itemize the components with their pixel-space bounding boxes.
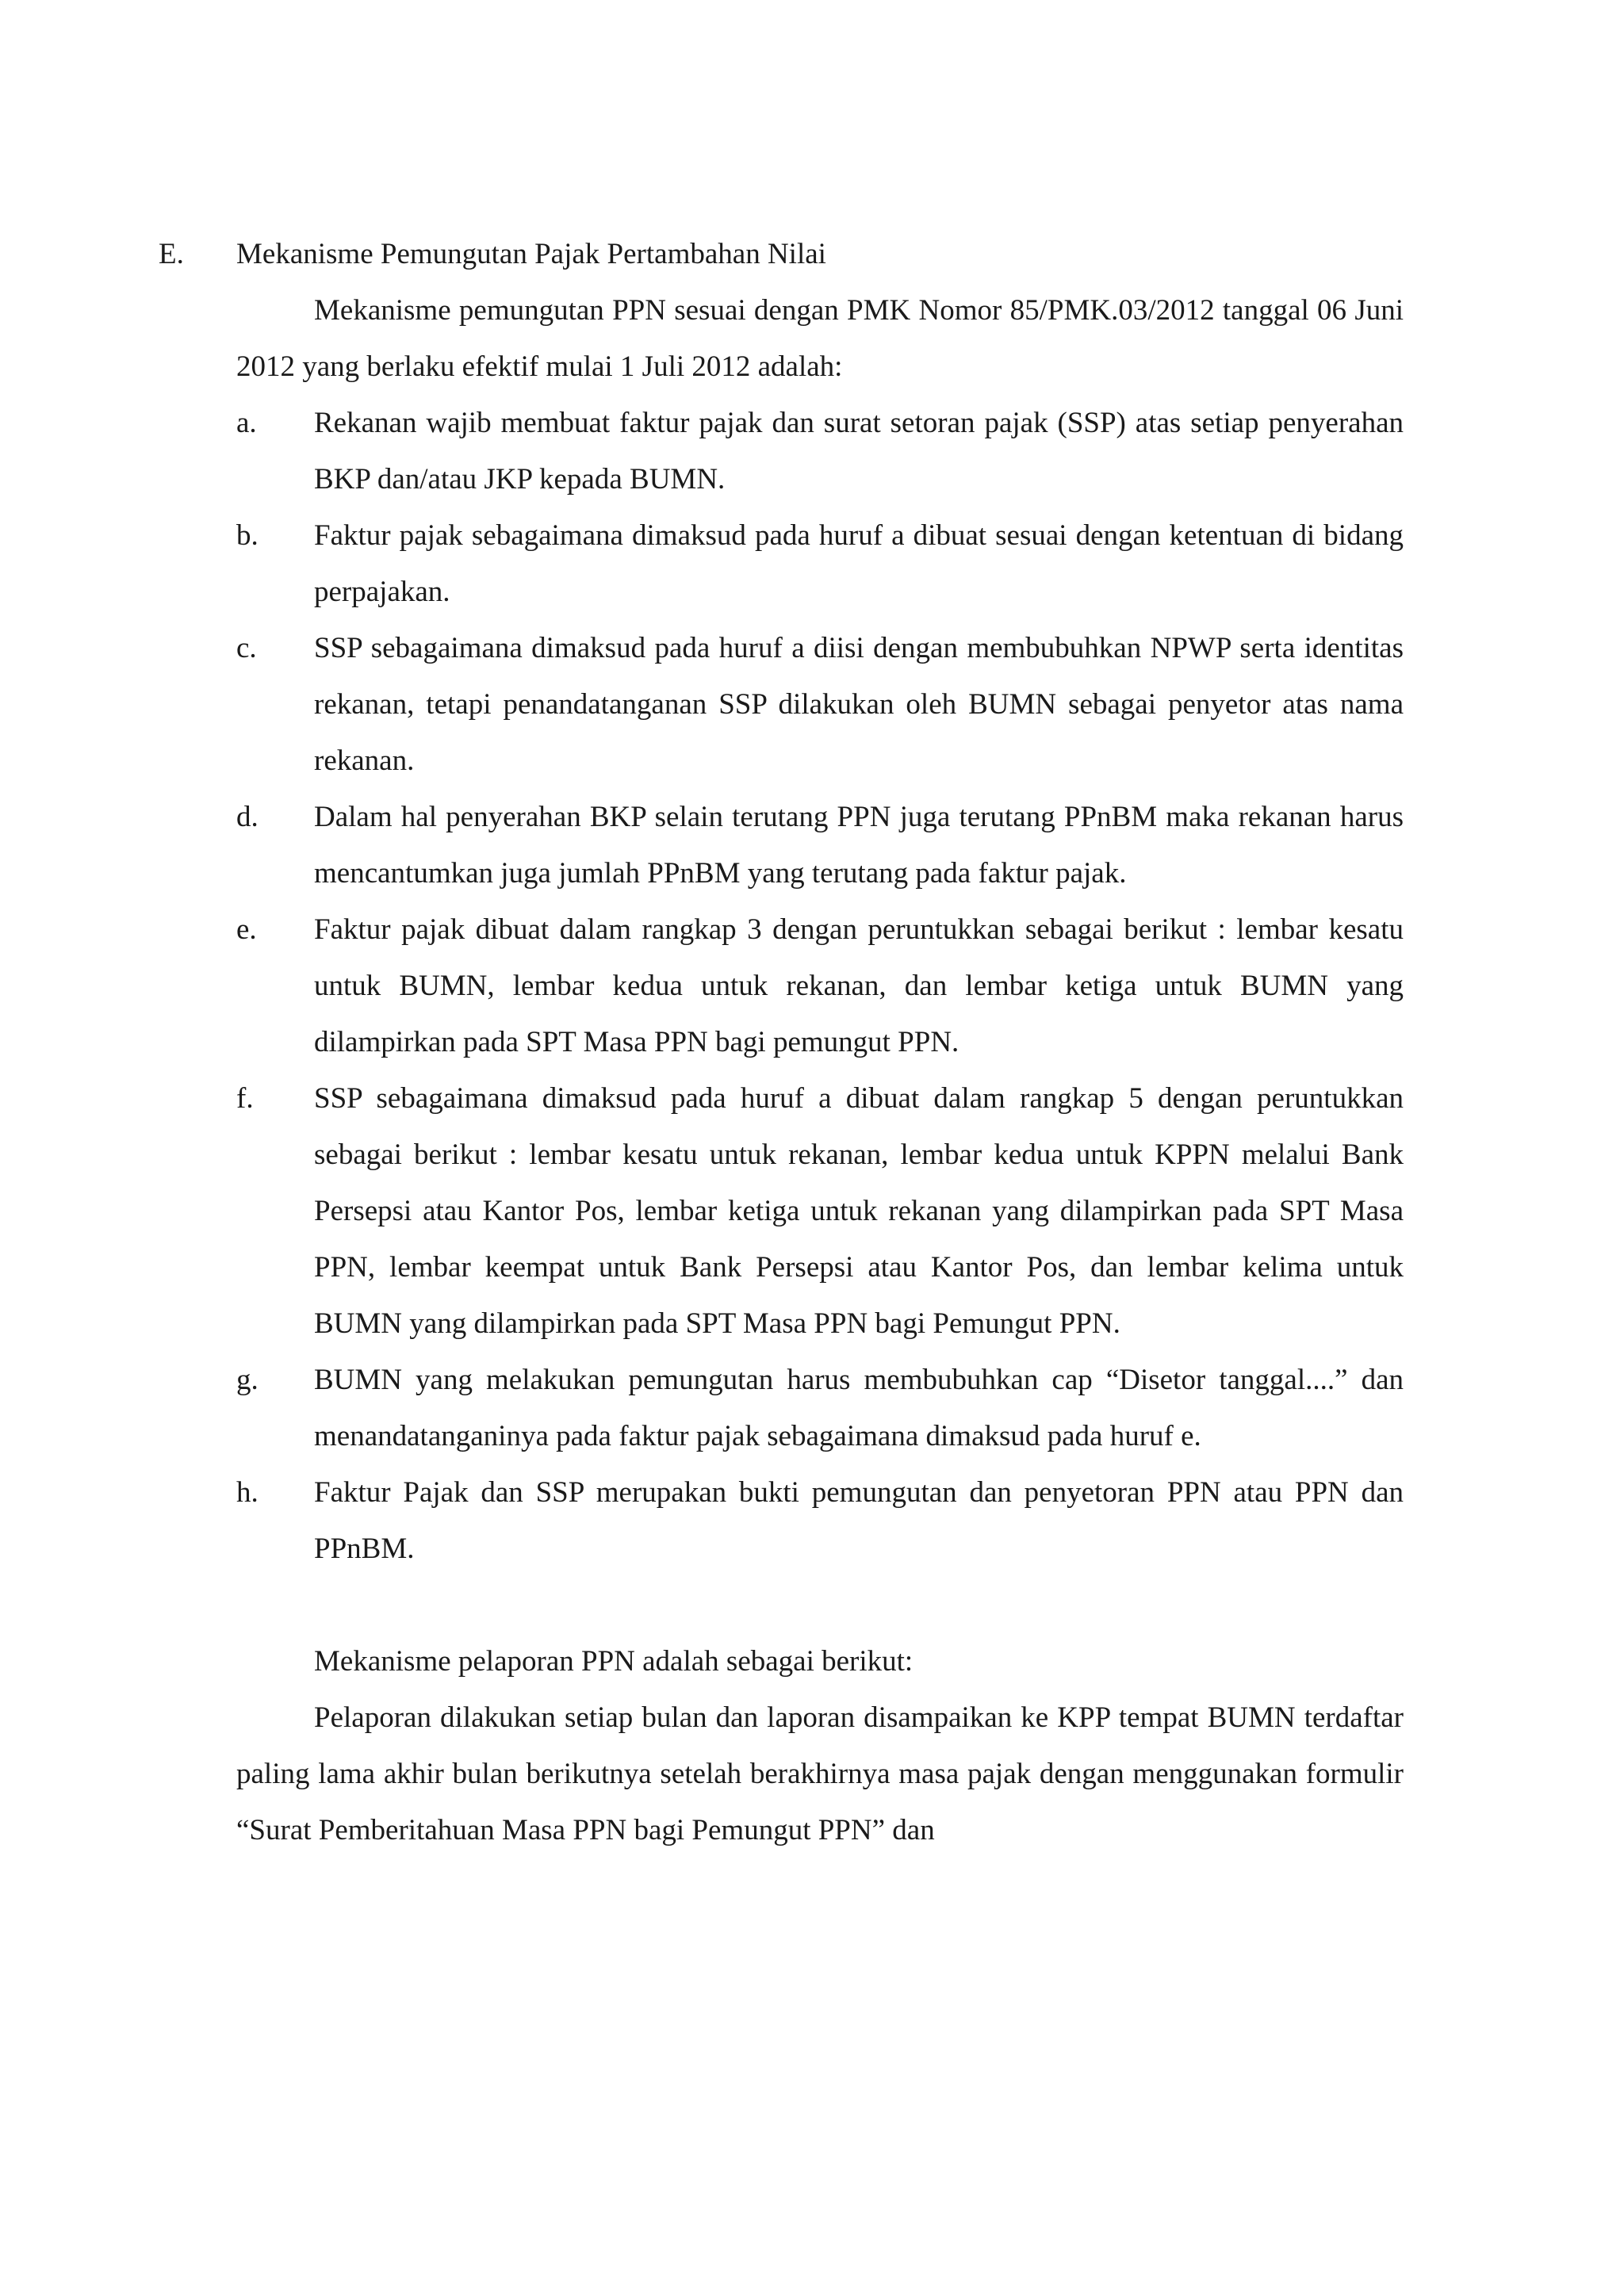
list-item-text: Faktur pajak dibuat dalam rangkap 3 dengan peruntukkan sebagai berikut : lembar kesatu untuk BUMN, lembar kedua untuk rekanan, dan lembar ketiga untuk BUMN yang dilampirkan pada SPT Masa PPN bagi pemungut PPN. xyxy=(314,913,1404,1058)
list-item-text: Faktur Pajak dan SSP merupakan bukti pemungutan dan penyetoran PPN atau PPN dan PPnBM. xyxy=(314,1476,1404,1565)
list-item-g xyxy=(236,1352,1404,1464)
section-letter: E. xyxy=(159,238,184,270)
reporting-paragraph: Pelaporan dilakukan setiap bulan dan laporan disampaikan ke KPP tempat BUMN terdaftar paling lama akhir bulan berikutnya setelah berakhirnya masa pajak dengan menggunakan formulir “Surat Pemberitahuan Masa PPN bagi Pemungut PPN” dan xyxy=(236,1701,1404,1846)
list-item-text: Rekanan wajib membuat faktur pajak dan surat setoran pajak (SSP) atas setiap penyerahan BKP dan/atau JKP kepada BUMN. xyxy=(314,407,1404,496)
list-item-letter: b. xyxy=(236,519,259,552)
section-title: Mekanisme Pemungutan Pajak Pertambahan Nilai xyxy=(236,238,826,270)
list-item-text: Faktur pajak sebagaimana dimaksud pada huruf a dibuat sesuai dengan ketentuan di bidang perpajakan. xyxy=(314,519,1404,608)
list-item-text: SSP sebagaimana dimaksud pada huruf a diisi dengan membubuhkan NPWP serta identitas rekanan, tetapi penandatanganan SSP dilakukan oleh BUMN sebagai penyetor atas nama rekanan. xyxy=(314,632,1404,777)
list-item-b xyxy=(236,507,1404,620)
list-item-letter: g. xyxy=(236,1364,259,1396)
list-item-letter: h. xyxy=(236,1476,259,1509)
list-item-letter: d. xyxy=(236,801,259,833)
list-item-letter: f. xyxy=(236,1082,254,1115)
list-item-f xyxy=(236,1070,1404,1352)
list-item-letter: a. xyxy=(236,407,257,439)
list-item-text: BUMN yang melakukan pemungutan harus membubuhkan cap “Disetor tanggal....” dan menandatanganinya pada faktur pajak sebagaimana dimaksud pada huruf e. xyxy=(314,1364,1404,1452)
list-item-c xyxy=(236,620,1404,789)
list-item-h xyxy=(236,1464,1404,1577)
list-item-text: Dalam hal penyerahan BKP selain terutang PPN juga terutang PPnBM maka rekanan harus mencantumkan juga jumlah PPnBM yang terutang pada faktur pajak. xyxy=(314,801,1404,890)
page-content xyxy=(159,226,1404,1858)
list-item-letter: e. xyxy=(236,913,257,946)
reporting-heading: Mekanisme pelaporan PPN adalah sebagai berikut: xyxy=(314,1645,914,1678)
list-item-a xyxy=(236,395,1404,507)
intro-paragraph: Mekanisme pemungutan PPN sesuai dengan PMK Nomor 85/PMK.03/2012 tanggal 06 Juni 2012 yang berlaku efektif mulai 1 Juli 2012 adalah: xyxy=(236,294,1404,383)
list-item-letter: c. xyxy=(236,632,257,664)
paragraph-gap xyxy=(159,1577,1404,1633)
list-item-text: SSP sebagaimana dimaksud pada huruf a dibuat dalam rangkap 5 dengan peruntukkan sebagai berikut : lembar kesatu untuk rekanan, lembar kedua untuk KPPN melalui Bank Persepsi atau Kantor Pos, lembar ketiga untuk rekanan yang dilampirkan pada SPT Masa PPN, lembar keempat untuk Bank Persepsi atau Kantor Pos, dan lembar kelima untuk BUMN yang dilampirkan pada SPT Masa PPN bagi Pemungut PPN. xyxy=(314,1082,1404,1340)
section-heading xyxy=(159,226,1404,282)
list-item-d xyxy=(236,789,1404,901)
list-item-e xyxy=(236,901,1404,1070)
mechanism-list xyxy=(236,395,1404,1577)
